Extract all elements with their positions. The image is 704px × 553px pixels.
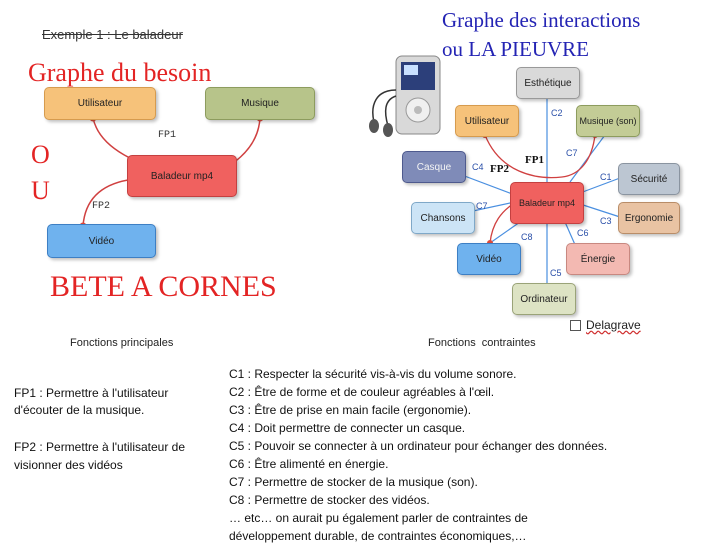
pnode-video xyxy=(457,243,521,275)
pnode-esthetique xyxy=(516,67,580,99)
label-c5: C5 xyxy=(550,268,562,278)
node-musique xyxy=(205,87,315,120)
pnode-securite xyxy=(618,163,680,195)
fp2-line2: visionner des vidéos xyxy=(14,458,123,472)
label-c7b: C7 xyxy=(476,201,488,211)
constraint-c3: C3 : Être de prise en main facile (ergonomie). xyxy=(229,403,472,417)
constraint-c1: C1 : Respecter la sécurité vis-à-vis du volume sonore. xyxy=(229,367,517,381)
node-musique-label: Musique xyxy=(241,98,279,109)
pnode-video-label: Vidéo xyxy=(476,253,502,265)
left-panel xyxy=(0,0,330,330)
pnode-utilisateur xyxy=(455,105,519,137)
label-c6: C6 xyxy=(577,228,589,238)
node-baladeur-label: Baladeur mp4 xyxy=(150,170,214,182)
pnode-securite-label: Sécurité xyxy=(630,173,668,185)
fp1-line1: FP1 : Permettre à l'utilisateur xyxy=(14,386,169,400)
node-video-label: Vidéo xyxy=(88,235,115,247)
constraints-list xyxy=(229,365,607,545)
node-utilisateur xyxy=(44,87,156,120)
title-la-pieuvre: ou LA PIEUVRE xyxy=(442,37,589,61)
constraint-c6: C6 : Être alimenté en énergie. xyxy=(229,457,389,471)
pnode-musique xyxy=(576,105,640,137)
label-c8: C8 xyxy=(521,232,533,242)
pnode-baladeur xyxy=(510,182,584,224)
node-utilisateur-label: Utilisateur xyxy=(77,98,123,109)
credit xyxy=(570,318,641,332)
pnode-chansons-label: Chansons xyxy=(420,212,466,224)
pnode-casque-label: Casque xyxy=(416,161,452,173)
title-graphe-des-interactions: Graphe des interactions xyxy=(442,8,641,32)
pnode-ergonomie-label: Ergonomie xyxy=(624,212,674,224)
label-fp1-right: FP1 xyxy=(525,154,544,166)
label-c7a: C7 xyxy=(566,148,578,158)
pnode-casque xyxy=(402,151,466,183)
pnode-chansons xyxy=(411,202,475,234)
label-c1: C1 xyxy=(600,172,612,182)
pnode-ordinateur-label: Ordinateur xyxy=(520,293,568,305)
pnode-musique-label: Musique (son) xyxy=(579,116,637,126)
etc-line1: … etc… on aurait pu également parler de contraintes de xyxy=(229,511,528,525)
principal-header: Fonctions principales xyxy=(70,337,174,349)
node-baladeur xyxy=(127,155,237,197)
letter-o: O xyxy=(31,140,50,169)
pnode-ordinateur xyxy=(512,283,576,315)
label-fp2-right: FP2 xyxy=(490,163,509,175)
fp2-line1: FP2 : Permettre à l'utilisateur de xyxy=(14,440,186,454)
letter-u: U xyxy=(31,176,50,205)
example-title: Exemple 1 : Le baladeur xyxy=(42,27,183,42)
constraint-header: Fonctions contraintes xyxy=(428,337,536,349)
constraint-c7: C7 : Permettre de stocker de la musique (son). xyxy=(229,475,478,489)
heading-graphe-du-besoin: Graphe du besoin xyxy=(28,58,212,87)
label-fp1: FP1 xyxy=(158,130,177,141)
etc-line2: développement durable, de contraintes économiques,… xyxy=(229,529,527,543)
node-video xyxy=(47,224,156,258)
pnode-utilisateur-label: Utilisateur xyxy=(464,115,510,127)
fp1-line2: d'écouter de la musique. xyxy=(14,403,145,417)
label-c3: C3 xyxy=(600,216,612,226)
constraint-c4: C4 : Doit permettre de connecter un casque. xyxy=(229,421,466,435)
pnode-esthetique-label: Esthétique xyxy=(524,77,572,89)
constraint-c5: C5 : Pouvoir se connecter à un ordinateur pour échanger des données. xyxy=(229,439,608,453)
credit-label: Delagrave xyxy=(586,318,641,332)
pnode-ergonomie xyxy=(618,202,680,234)
right-panel xyxy=(330,0,704,330)
pnode-energie xyxy=(566,243,630,275)
label-c2: C2 xyxy=(551,108,563,118)
constraint-c8: C8 : Permettre de stocker des vidéos. xyxy=(229,493,430,507)
checkbox-icon xyxy=(570,320,581,331)
heading-bete-a-cornes: BETE A CORNES xyxy=(50,270,277,303)
label-c4: C4 xyxy=(472,162,484,172)
label-fp2: FP2 xyxy=(92,201,111,212)
pnode-energie-label: Énergie xyxy=(580,253,616,265)
constraint-c2: C2 : Être de forme et de couleur agréables à l'œil. xyxy=(229,385,495,399)
pnode-baladeur-label: Baladeur mp4 xyxy=(518,198,576,208)
